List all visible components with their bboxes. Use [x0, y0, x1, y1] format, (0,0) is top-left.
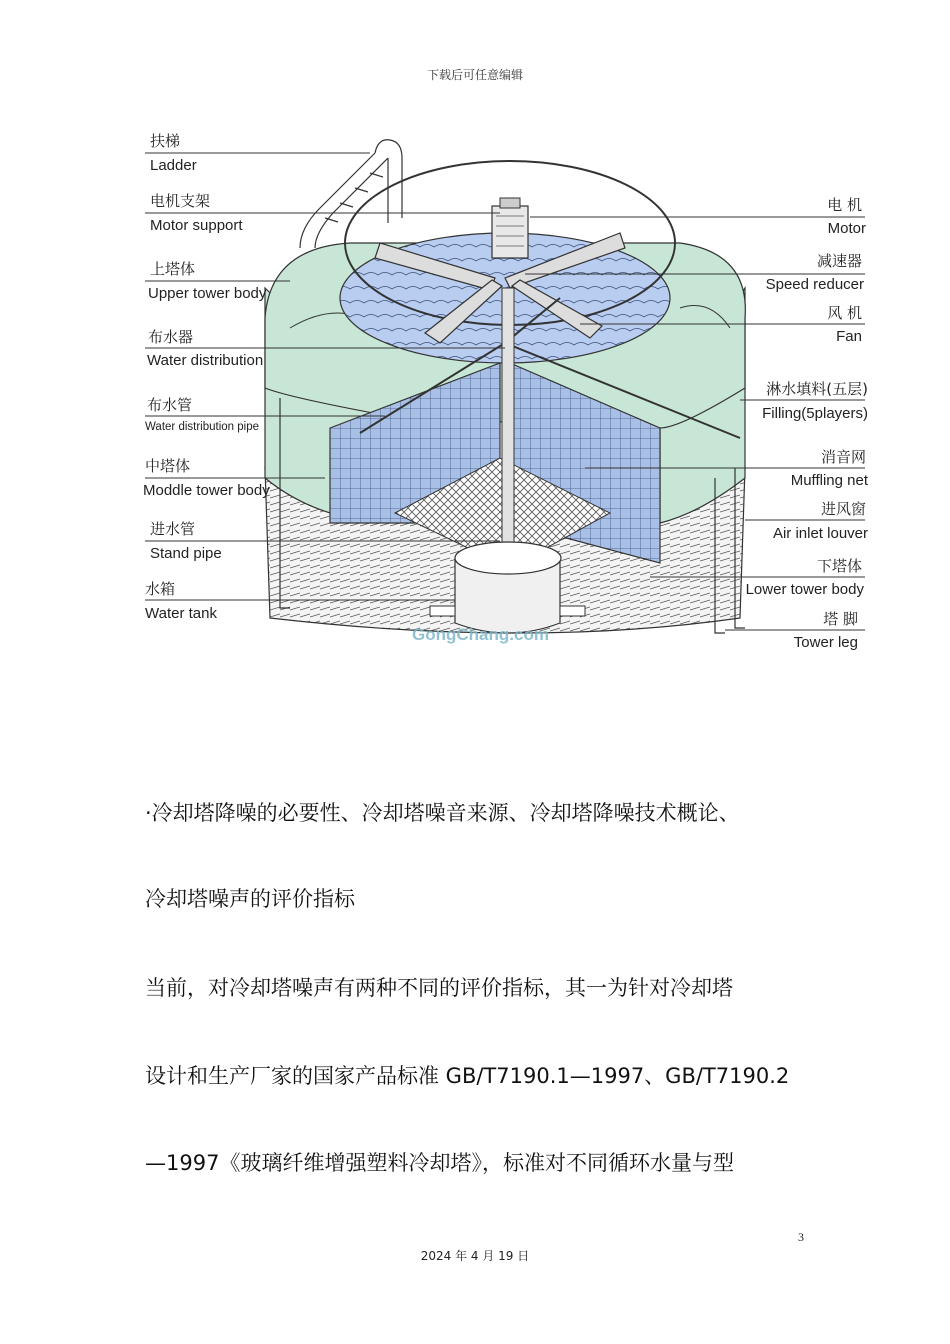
watermark: GongChang.com — [412, 625, 549, 644]
motor — [492, 198, 528, 258]
svg-text:下塔体: 下塔体 — [816, 557, 862, 575]
paragraph-2-line-1: 当前，对冷却塔噪声有两种不同的评价指标，其一为针对冷却塔 — [145, 976, 733, 1000]
cooling-tower-diagram — [140, 128, 870, 658]
svg-text:Water distribution: Water distribution — [147, 352, 264, 369]
paragraph-2-line-2: 设计和生产厂家的国家产品标准 GB/T7190.1—1997、GB/T7190.2 — [145, 1064, 790, 1088]
svg-text:Water distribution pipe: Water distribution pipe — [145, 421, 259, 433]
svg-text:水箱: 水箱 — [145, 580, 176, 598]
svg-text:布水器: 布水器 — [148, 328, 194, 346]
svg-text:风 机: 风 机 — [827, 304, 862, 322]
paragraph-2-line-3: —1997《玻璃纤维增强塑料冷却塔》，标准对不同循环水量与型 — [145, 1151, 734, 1175]
svg-text:Stand pipe: Stand pipe — [150, 545, 222, 562]
svg-text:Tower leg: Tower leg — [793, 634, 858, 651]
svg-text:Motor: Motor — [827, 220, 866, 237]
paragraph-1-line-1: ·冷却塔降噪的必要性、冷却塔噪音来源、冷却塔降噪技术概论、 — [145, 801, 740, 825]
page-number: 3 — [798, 1230, 804, 1244]
svg-text:Ladder: Ladder — [150, 157, 197, 174]
paragraph-1-line-2: 冷却塔噪声的评价指标 — [145, 887, 355, 911]
svg-text:淋水填料(五层): 淋水填料(五层) — [766, 380, 868, 398]
svg-text:Water tank: Water tank — [145, 605, 217, 622]
svg-text:中塔体: 中塔体 — [145, 457, 191, 475]
svg-text:Moddle tower body: Moddle tower body — [143, 482, 270, 499]
svg-text:Lower tower body: Lower tower body — [745, 581, 864, 598]
footer-date: 2024 年 4 月 19 日 — [420, 1249, 530, 1263]
svg-text:电机支架: 电机支架 — [150, 192, 211, 210]
svg-text:Air inlet louver: Air inlet louver — [772, 525, 868, 542]
svg-text:减速器: 减速器 — [816, 252, 862, 270]
svg-text:Fan: Fan — [836, 328, 862, 345]
svg-text:进风窗: 进风窗 — [820, 500, 866, 518]
svg-text:Muffling net: Muffling net — [790, 472, 868, 489]
svg-text:布水管: 布水管 — [147, 396, 193, 414]
svg-text:上塔体: 上塔体 — [150, 260, 196, 278]
svg-text:进水管: 进水管 — [150, 520, 196, 538]
svg-text:Speed reducer: Speed reducer — [765, 276, 864, 293]
svg-text:Upper tower body: Upper tower body — [148, 285, 267, 302]
svg-text:电 机: 电 机 — [827, 196, 862, 214]
svg-text:消音网: 消音网 — [820, 448, 866, 466]
svg-text:Filling(5players): Filling(5players) — [762, 405, 868, 422]
page-header: 下载后可任意编辑 — [426, 68, 523, 82]
svg-text:Motor support: Motor support — [150, 217, 243, 234]
svg-text:扶梯: 扶梯 — [150, 132, 181, 150]
ladder — [300, 140, 402, 248]
svg-text:塔 脚: 塔 脚 — [823, 610, 858, 628]
